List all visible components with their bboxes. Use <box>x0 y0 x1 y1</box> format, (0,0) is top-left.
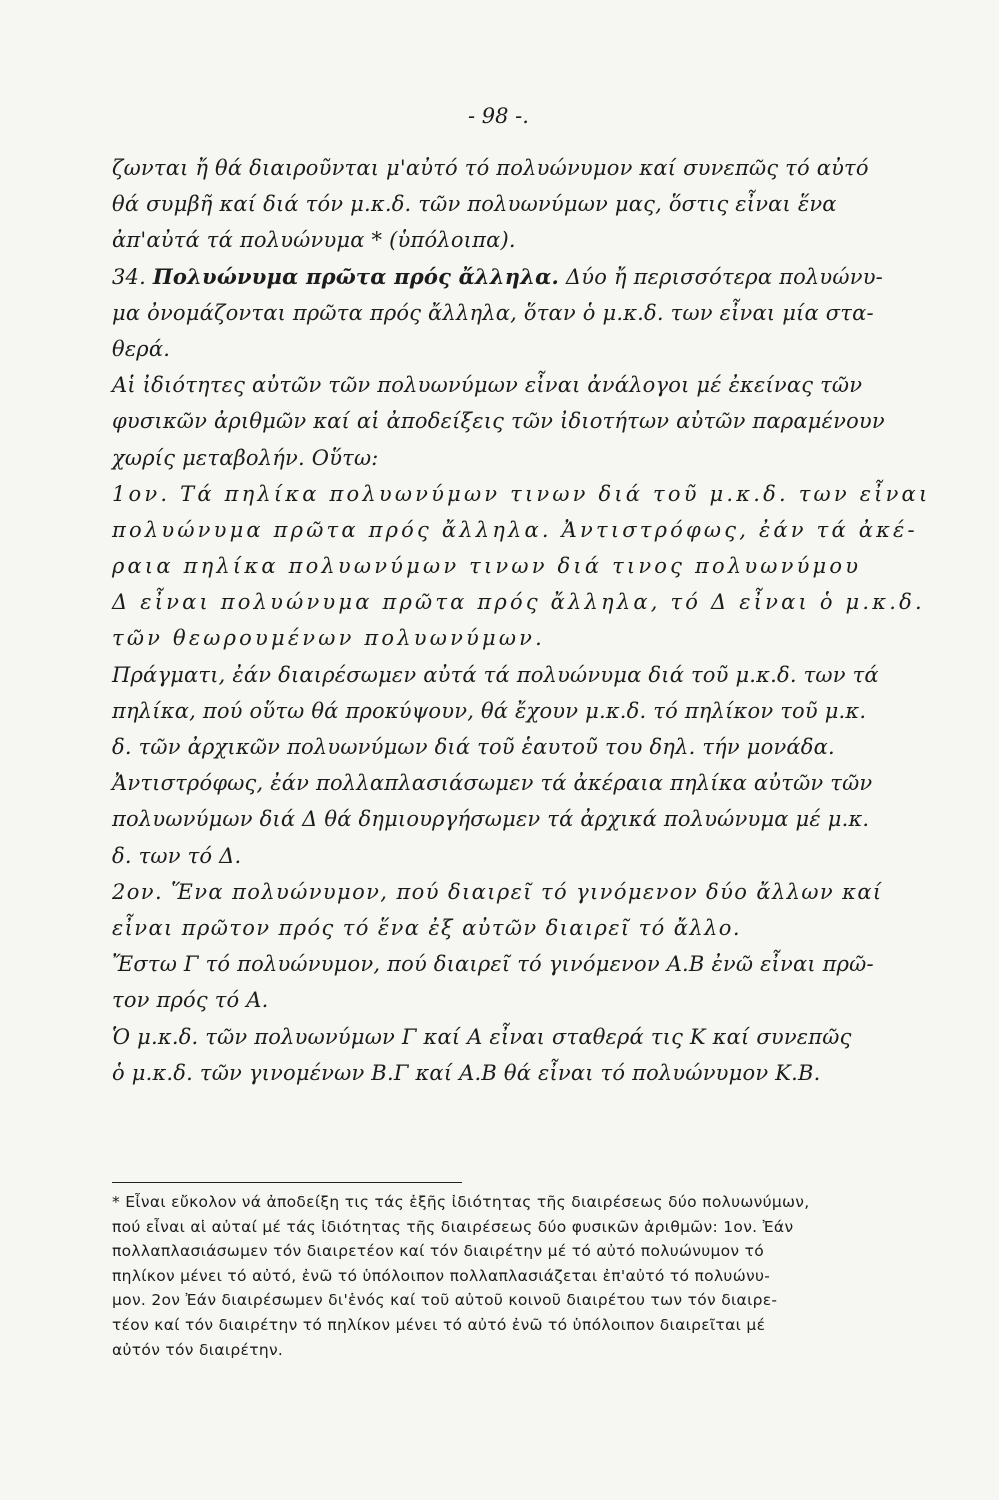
body-line: Ἔστω Γ τό πολυώνυμον, πού διαιρεῖ τό γινόμενον Α.Β ἐνῶ εἶναι πρῶ- <box>112 952 874 977</box>
body-line: θερά. <box>112 336 171 361</box>
body-line: δ. των τό Δ. <box>112 843 242 868</box>
body-line: τον πρός τό Α. <box>112 988 269 1013</box>
footnote <box>112 1190 942 1362</box>
section-heading-line: 34. Πολυώνυμα πρῶτα πρός ἄλληλα. Δύο ἤ περισσότερα πολυώνυ- <box>112 263 883 289</box>
body-line: εἶναι πρῶτον πρός τό ἕνα ἐξ αὐτῶν διαιρεῖ τό ἄλλο. <box>112 915 741 940</box>
body-line: ραια πηλίκα πολυωνύμων τινων διά τινος πολυωνύμου <box>112 554 862 579</box>
body-line: 1ον. Τά πηλίκα πολυωνύμων τινων διά τοῦ μ.κ.δ. των εἶναι <box>112 481 931 506</box>
footnote-line: πολλαπλασιάσωμεν τόν διαιρετέον καί τόν διαιρέτην μέ τό αὐτό πολυώνυμον τό <box>112 1242 765 1261</box>
footnote-divider <box>112 1182 462 1183</box>
footnote-line: πού εἶναι αἱ αὐταί μέ τάς ἰδιότητας τῆς διαιρέσεως δύο φυσικῶν ἀριθμῶν: 1ον. Ἐάν <box>112 1217 794 1236</box>
footnote-line: * Εἶναι εὔκολον νά ἀποδείξη τις τάς ἑξῆς ἰδιότητας τῆς διαιρέσεως δύο πολυωνύμων, <box>112 1193 810 1211</box>
body-text <box>112 150 942 1091</box>
body-line: φυσικῶν ἀριθμῶν καί αἱ ἀποδείξεις τῶν ἰδιοτήτων αὐτῶν παραμένουν <box>112 409 885 434</box>
body-line: θά συμβῆ καί διά τόν μ.κ.δ. τῶν πολυωνύμων μας, ὅστις εἶναι ἕνα <box>112 192 837 217</box>
body-line: χωρίς μεταβολήν. Οὕτω: <box>112 445 379 470</box>
body-line: ἀπ'αὐτά τά πολυώνυμα * (ὑπόλοιπα). <box>112 228 516 253</box>
body-line: πηλίκα, πού οὕτω θά προκύψουν, θά ἔχουν μ.κ.δ. τό πηλίκον τοῦ μ.κ. <box>112 698 867 723</box>
page-number: - 98 -. <box>468 104 529 128</box>
body-line: Δ εἶναι πολυώνυμα πρῶτα πρός ἄλληλα, τό Δ εἶναι ὁ μ.κ.δ. <box>112 590 925 615</box>
body-line: μα ὀνομάζονται πρῶτα πρός ἄλληλα, ὅταν ὁ μ.κ.δ. των εἶναι μία στα- <box>112 300 874 325</box>
body-line: Αἱ ἰδιότητες αὐτῶν τῶν πολυωνύμων εἶναι ἀνάλογοι μέ ἐκείνας τῶν <box>112 373 863 398</box>
body-line: Ἀντιστρόφως, ἐάν πολλαπλασιάσωμεν τά ἀκέραια πηλίκα αὐτῶν τῶν <box>112 771 873 796</box>
body-line: Πράγματι, ἐάν διαιρέσωμεν αὐτά τά πολυώνυμα διά τοῦ μ.κ.δ. των τά <box>112 662 879 687</box>
body-line: δ. τῶν ἀρχικῶν πολυωνύμων διά τοῦ ἑαυτοῦ του δηλ. τήν μονάδα. <box>112 735 835 759</box>
body-line: πολυωνύμων διά Δ θά δημιουργήσωμεν τά ἀρχικά πολυώνυμα μέ μ.κ. <box>112 807 870 832</box>
footnote-line: τέον καί τόν διαιρέτην τό πηλίκον μένει τό αὐτό ἐνῶ τό ὑπόλοιπον διαιρεῖται μέ <box>112 1315 766 1334</box>
body-line: ζωνται ἤ θά διαιροῦνται μ'αὐτό τό πολυώνυμον καί συνεπῶς τό αὐτό <box>112 156 869 180</box>
body-line: ὁ μ.κ.δ. τῶν γινομένων Β.Γ καί Α.Β θά εἶναι τό πολυώνυμον Κ.Β. <box>112 1060 821 1085</box>
body-line: Ὁ μ.κ.δ. τῶν πολυωνύμων Γ καί Α εἶναι σταθερά τις Κ καί συνεπῶς <box>112 1024 852 1049</box>
body-line: 2ον. Ἕνα πολυώνυμον, πού διαιρεῖ τό γινόμενον δύο ἄλλων καί <box>112 879 883 904</box>
footnote-line: πηλίκον μένει τό αὐτό, ἐνῶ τό ὑπόλοιπον πολλαπλασιάζεται ἐπ'αὐτό τό πολυώνυ- <box>112 1266 771 1285</box>
footnote-line: μον. 2ον Ἐάν διαιρέσωμεν δι'ἑνός καί τοῦ αὐτοῦ κοινοῦ διαιρέτου των τόν διαιρε- <box>112 1291 778 1310</box>
section-title: Πολυώνυμα πρῶτα πρός ἄλληλα. <box>152 263 560 289</box>
body-line: πολυώνυμα πρῶτα πρός ἄλληλα. Ἀντιστρόφως, ἐάν τά ἀκέ- <box>112 517 918 542</box>
footnote-line: αὐτόν τόν διαιρέτην. <box>112 1340 284 1359</box>
body-line: τῶν θεωρουμένων πολυωνύμων. <box>112 626 546 651</box>
